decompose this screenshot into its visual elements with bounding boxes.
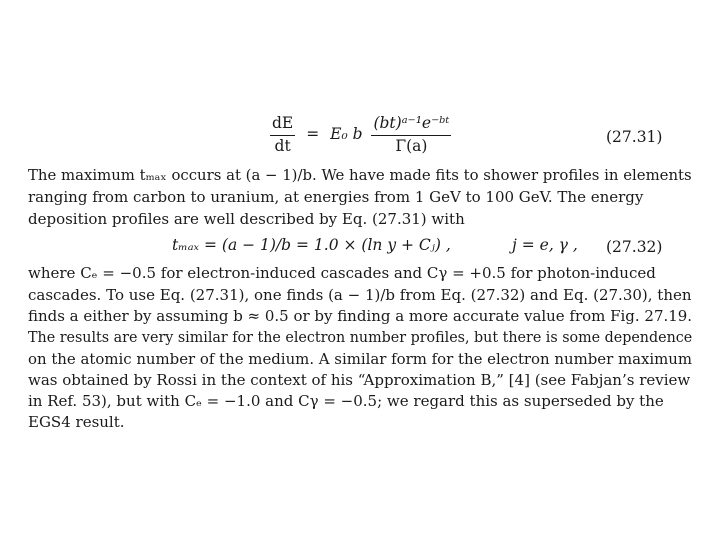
paragraph-2-line-4: The results are very similar for the electron number profiles, but there is some dependence (28, 328, 693, 346)
paragraph-2-line-3: finds a either by assuming b ≈ 0.5 or by finding a more accurate value from Fig. 27.19. (28, 307, 693, 325)
paragraph-2-line-2: cascades. To use Eq. (27.31), one finds (a − 1)/b from Eq. (27.32) and Eq. (27.30), then (28, 286, 692, 304)
paragraph-1-line-3: deposition profiles are well described by Eq. (27.31) with (28, 210, 465, 228)
gamma-numerator: (bt)ᵃ⁻¹e⁻ᵇᵗ (371, 116, 451, 136)
derivative-numerator: dE (270, 116, 295, 136)
derivative-denominator: dt (274, 136, 291, 155)
equation-27-32-condition: j = e, γ , (512, 236, 578, 254)
paragraph-2-line-7: in Ref. 53), but with Cₑ = −1.0 and Cγ = −0.5; we regard this as superseded by the (28, 392, 664, 410)
equation-27-32: tₘₐₓ = (a − 1)/b = 1.0 × (ln y + Cⱼ) , (172, 236, 451, 254)
equals-sign: = (306, 125, 320, 144)
gamma-denominator: Γ(a) (395, 136, 428, 155)
paragraph-2-line-8: EGS4 result. (28, 413, 125, 431)
paragraph-2-line-6: was obtained by Rossi in the context of his “Approximation B,” [4] (see Fabjan’s review (28, 371, 691, 389)
paragraph-1-line-2: ranging from carbon to uranium, at energies from 1 GeV to 100 GeV. The energy (28, 188, 644, 206)
paragraph-1-line-1: The maximum tₘₐₓ occurs at (a − 1)/b. We have made fits to shower profiles in elements (28, 166, 692, 184)
equation-number-27-31: (27.31) (606, 128, 663, 146)
equation-number-27-32: (27.32) (606, 238, 663, 256)
coefficient: E₀ b (330, 125, 363, 144)
paragraph-2-line-5: on the atomic number of the medium. A similar form for the electron number maximum (28, 350, 693, 368)
derivative-fraction (270, 116, 295, 154)
equation-27-31 (270, 116, 451, 154)
paragraph-2-line-1: where Cₑ = −0.5 for electron-induced cascades and Cγ = +0.5 for photon-induced (28, 264, 656, 282)
gamma-fraction (371, 116, 451, 154)
